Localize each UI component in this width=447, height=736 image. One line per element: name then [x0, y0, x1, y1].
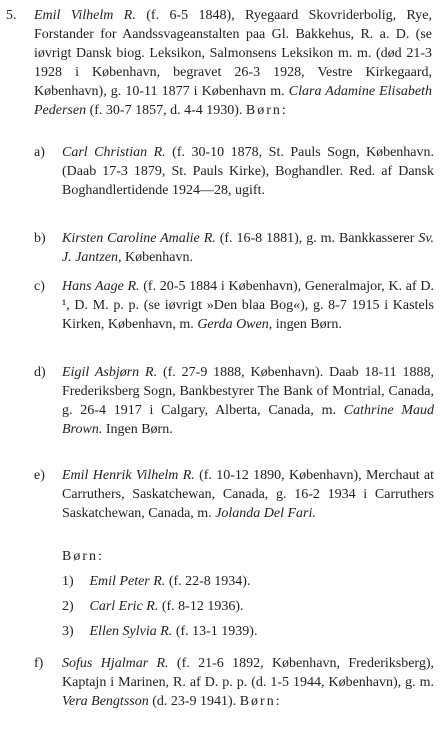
child-label: c) [34, 279, 45, 294]
child-item-a [34, 143, 434, 200]
grandchild-text: (f. 13-1 1939). [175, 624, 258, 639]
grandchild-item [62, 622, 257, 641]
child-item-f [34, 654, 434, 711]
grandchild-name: Ellen Sylvia R. [89, 624, 173, 639]
child-item-e [34, 466, 434, 523]
child-name: Sofus Hjalmar R. [62, 656, 169, 671]
entry-born-label: Børn: [245, 103, 288, 118]
grandchild-name: Carl Eric R. [89, 599, 159, 614]
entry-text-2: (f. 30-7 1857, d. 4-4 1930). [89, 103, 243, 118]
child-name: Emil Henrik Vilhelm R. [62, 468, 195, 483]
child-label: f) [34, 656, 44, 671]
child-name: Carl Christian R. [62, 145, 166, 160]
child-label: b) [34, 231, 46, 246]
child-label: e) [34, 468, 45, 483]
child-text-2: ingen Børn. [275, 317, 342, 332]
child-text: (f. 21-6 1892, København, Frederiksberg), Kaptajn i Marinen, R. af D. p. p. (d. 1-5 1944, København), g. m. [62, 656, 435, 690]
child-item-d [34, 363, 434, 439]
child-text-2: Ingen Børn. [105, 422, 173, 437]
entry-number: 5. [6, 8, 17, 23]
child-text: (f. 10-12 1890, København), Merchaut at Carruthers, Saskatchewan, Canada, g. 16-2 1934 i Carruthers Saskatchewan, Canada, m. [62, 468, 435, 521]
grandchild-item [62, 597, 244, 616]
grandchild-label: 1) [62, 574, 74, 589]
grandchild-name: Emil Peter R. [89, 574, 166, 589]
main-entry [34, 6, 432, 120]
child-text: (f. 20-5 1884 i København), Generalmajor, K. af D. ¹, D. M. p. p. (se iøvrigt »Den blaa Bog«), g. 8-7 1915 i Kastels Kirken, København, m. [62, 279, 435, 332]
child-text: (f. 16-8 1881), g. m. Bankkasserer [219, 231, 415, 246]
child-spouse: Jolanda Del Fari. [215, 506, 316, 521]
grandchild-label: 2) [62, 599, 74, 614]
entry-name: Emil Vilhelm R. [34, 8, 136, 23]
child-name: Hans Aage R. [62, 279, 140, 294]
child-label: d) [34, 365, 46, 380]
child-name: Kirsten Caroline Amalie R. [62, 231, 216, 246]
child-spouse: Sv. J. Jantzen, [62, 231, 435, 265]
entry-text: (f. 6-5 1848), Ryegaard Skovriderbolig, Rye, Forstander for Aandssvageanstalten paa Gl. Bakkehus, R. a. D. (se iøvrigt Dansk biog. Leksikon, Salmonsens Leksikon m. m. (død 21-3 1928 i København, begravet 26-3 1928, Vestre Kirkegaard, København), g. 10-11 1877 i København m. [34, 8, 433, 99]
child-born-label: Børn: [239, 694, 282, 709]
grandchild-label: 3) [62, 624, 74, 639]
child-spouse: Vera Bengtsson [62, 694, 149, 709]
child-text: (f. 27-9 1888, København). Daab 18-11 1888, Frederiksberg Sogn, Bankbestyrer The Bank of Montrial, Canada, g. 26-4 1917 i Calgary, Alberta, Canada, m. [62, 365, 435, 418]
child-item-c [34, 277, 434, 334]
child-spouse: Gerda Owen, [197, 317, 273, 332]
grandchild-text: (f. 22-8 1934). [168, 574, 251, 589]
child-text-2: (d. 23-9 1941). [152, 694, 237, 709]
child-text: (f. 30-10 1878, St. Pauls Sogn, København. (Daab 17-3 1879, St. Pauls Kirke), Boghandler. Red. af Dansk Boghandlertidende 1924—28, ugift. [62, 145, 435, 198]
child-born-label: Børn: [62, 549, 104, 564]
entry-spouse: Clara Adamine Elisabeth Pedersen [34, 84, 433, 118]
child-name: Eigil Asbjørn R. [62, 365, 158, 380]
grandchild-item [62, 572, 250, 591]
child-item-b [34, 229, 434, 267]
child-spouse: Cathrine Maud Brown. [62, 403, 434, 437]
grandchild-text: (f. 8-12 1936). [161, 599, 244, 614]
child-text-2: København. [124, 250, 194, 265]
child-label: a) [34, 145, 45, 160]
